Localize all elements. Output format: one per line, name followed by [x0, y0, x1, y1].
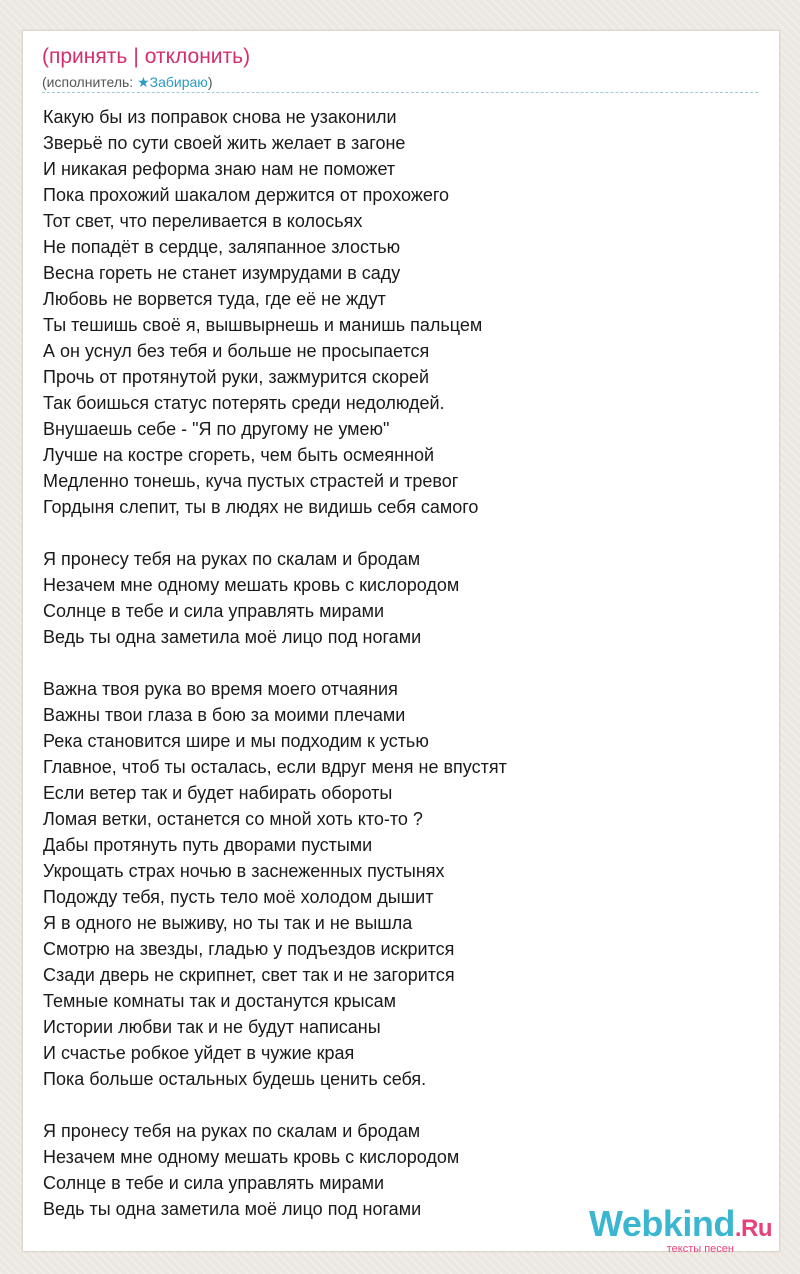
lyrics-text: [43, 104, 763, 1222]
lyric-line: Истории любви так и не будут написаны: [43, 1017, 381, 1037]
lyric-line: Внушаешь себе - "Я по другому не умею": [43, 419, 390, 439]
lyric-line: Укрощать страх ночью в заснеженных пустынях: [43, 861, 445, 881]
star-icon: ★: [137, 74, 150, 90]
lyric-line: Какую бы из поправок снова не узаконили: [43, 107, 397, 127]
lyric-line: Так боишься статус потерять среди недолюдей.: [43, 393, 445, 413]
lyric-line: Ведь ты одна заметила моё лицо под ногами: [43, 627, 422, 647]
lyric-line: Медленно тонешь, куча пустых страстей и тревог: [43, 471, 459, 491]
lyrics-stanza: [43, 676, 763, 1092]
lyric-line: Важна твоя рука во время моего отчаяния: [43, 679, 398, 699]
lyrics-stanza: [43, 104, 763, 520]
accept-link[interactable]: принять: [49, 45, 128, 68]
separator: |: [133, 45, 139, 68]
lyric-line: Прочь от протянутой руки, зажмурится скорей: [43, 367, 430, 387]
lyric-line: Ведь ты одна заметила моё лицо под ногами: [43, 1199, 422, 1219]
lyric-line: И никакая реформа знаю нам не поможет: [43, 159, 396, 179]
lyric-line: Я пронесу тебя на руках по скалам и бродам: [43, 1121, 421, 1141]
lyric-line: Темные комнаты так и достанутся крысам: [43, 991, 396, 1011]
dashed-divider: [42, 92, 758, 93]
moderation-links: [42, 44, 250, 70]
lyric-line: Незачем мне одному мешать кровь с кислородом: [43, 575, 460, 595]
lyric-line: Тот свет, что переливается в колосьях: [43, 211, 363, 231]
lyric-line: Любовь не ворвется туда, где её не ждут: [43, 289, 386, 309]
reject-link[interactable]: отклонить: [144, 45, 244, 68]
lyric-line: Солнце в тебе и сила управлять мирами: [43, 1173, 385, 1193]
lyric-line: И счастье робкое уйдет в чужие края: [43, 1043, 355, 1063]
lyric-line: Пока больше остальных будешь ценить себя.: [43, 1069, 427, 1089]
lyric-line: Солнце в тебе и сила управлять мирами: [43, 601, 385, 621]
artist-line: [42, 73, 212, 91]
artist-prefix: (исполнитель:: [42, 74, 138, 90]
lyric-line: Незачем мне одному мешать кровь с кислородом: [43, 1147, 460, 1167]
lyric-line: Лучше на костре сгореть, чем быть осмеянной: [43, 445, 435, 465]
lyric-line: А он уснул без тебя и больше не просыпается: [43, 341, 430, 361]
lyric-line: Дабы протянуть путь дворами пустыми: [43, 835, 373, 855]
artist-suffix: ): [207, 74, 213, 90]
watermark-tld: .Ru: [734, 1215, 772, 1242]
lyrics-stanza: [43, 546, 763, 650]
lyric-line: Ты тешишь своё я, вышвырнешь и манишь пальцем: [43, 315, 483, 335]
watermark-brand: Webkind: [588, 1203, 735, 1244]
lyric-line: Я пронесу тебя на руках по скалам и бродам: [43, 549, 421, 569]
artist-name: Забираю: [149, 74, 208, 90]
site-watermark: [589, 1204, 772, 1255]
lyric-line: Ломая ветки, останется со мной хоть кто-то ?: [43, 809, 423, 829]
close-paren: ): [243, 45, 251, 68]
lyric-line: Сзади дверь не скрипнет, свет так и не загорится: [43, 965, 455, 985]
lyric-line: Смотрю на звезды, гладью у подъездов искрится: [43, 939, 455, 959]
lyric-line: Главное, чтоб ты осталась, если вдруг меня не впустят: [43, 757, 507, 777]
lyric-line: Река становится шире и мы подходим к устью: [43, 731, 429, 751]
lyric-line: Если ветер так и будет набирать обороты: [43, 783, 393, 803]
lyric-line: Гордыня слепит, ты в людях не видишь себя самого: [43, 497, 479, 517]
open-paren: (: [42, 45, 49, 68]
lyric-line: Не попадёт в сердце, заляпанное злостью: [43, 237, 401, 257]
watermark-tagline: тексты песен: [666, 1243, 734, 1255]
lyric-line: Весна гореть не станет изумрудами в саду: [43, 263, 401, 283]
artist-link[interactable]: [137, 74, 208, 90]
lyric-line: Пока прохожий шакалом держится от прохожего: [43, 185, 450, 205]
lyric-line: Я в одного не выживу, но ты так и не вышла: [43, 913, 413, 933]
lyric-line: Зверьё по сути своей жить желает в загоне: [43, 133, 406, 153]
lyric-line: Подожду тебя, пусть тело моё холодом дышит: [43, 887, 434, 907]
lyric-line: Важны твои глаза в бою за моими плечами: [43, 705, 406, 725]
